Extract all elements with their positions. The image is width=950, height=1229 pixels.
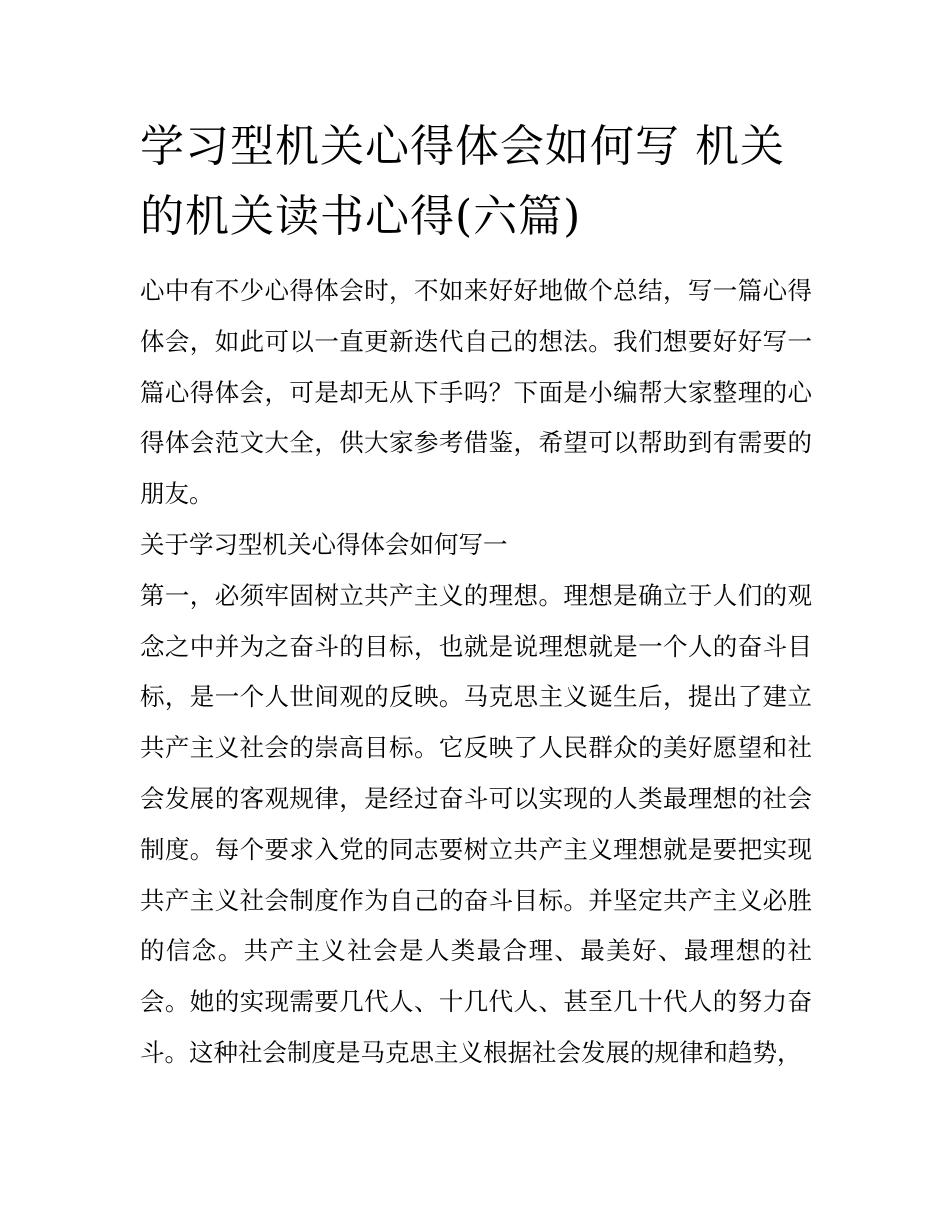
body-paragraph: 第一，必须牢固树立共产主义的理想。理想是确立于人们的观念之中并为之奋斗的目标，也就是说理想就是一个人的奋斗目标，是一个人世间观的反映。马克思主义诞生后，提出了建立共产主义社会的崇高目标。它反映了人民群众的美好愿望和社会发展的客观规律，是经过奋斗可以实现的人类最理想的社会制度。每个要求入党的同志要树立共产主义理想就是要把实现共产主义社会制度作为自己的奋斗目标。并坚定共产主义必胜的信念。共产主义社会是人类最合理、最美好、最理想的社会。她的实现需要几代人、十几代人、甚至几十代人的努力奋斗。这种社会制度是马克思主义根据社会发展的规律和趋势， bbox=[140, 580, 812, 1067]
document-title: 学习型机关心得体会如何写 机关的机关读书心得(六篇) bbox=[140, 121, 785, 242]
document-content bbox=[140, 112, 812, 1079]
section-heading: 关于学习型机关心得体会如何写一 bbox=[140, 529, 508, 559]
intro-paragraph: 心中有不少心得体会时，不如来好好地做个总结，写一篇心得体会，如此可以一直更新迭代自己的想法。我们想要好好写一篇心得体会，可是却无从下手吗？下面是小编帮大家整理的心得体会范文大全，供大家参考借鉴，希望可以帮助到有需要的朋友。 bbox=[140, 276, 812, 509]
